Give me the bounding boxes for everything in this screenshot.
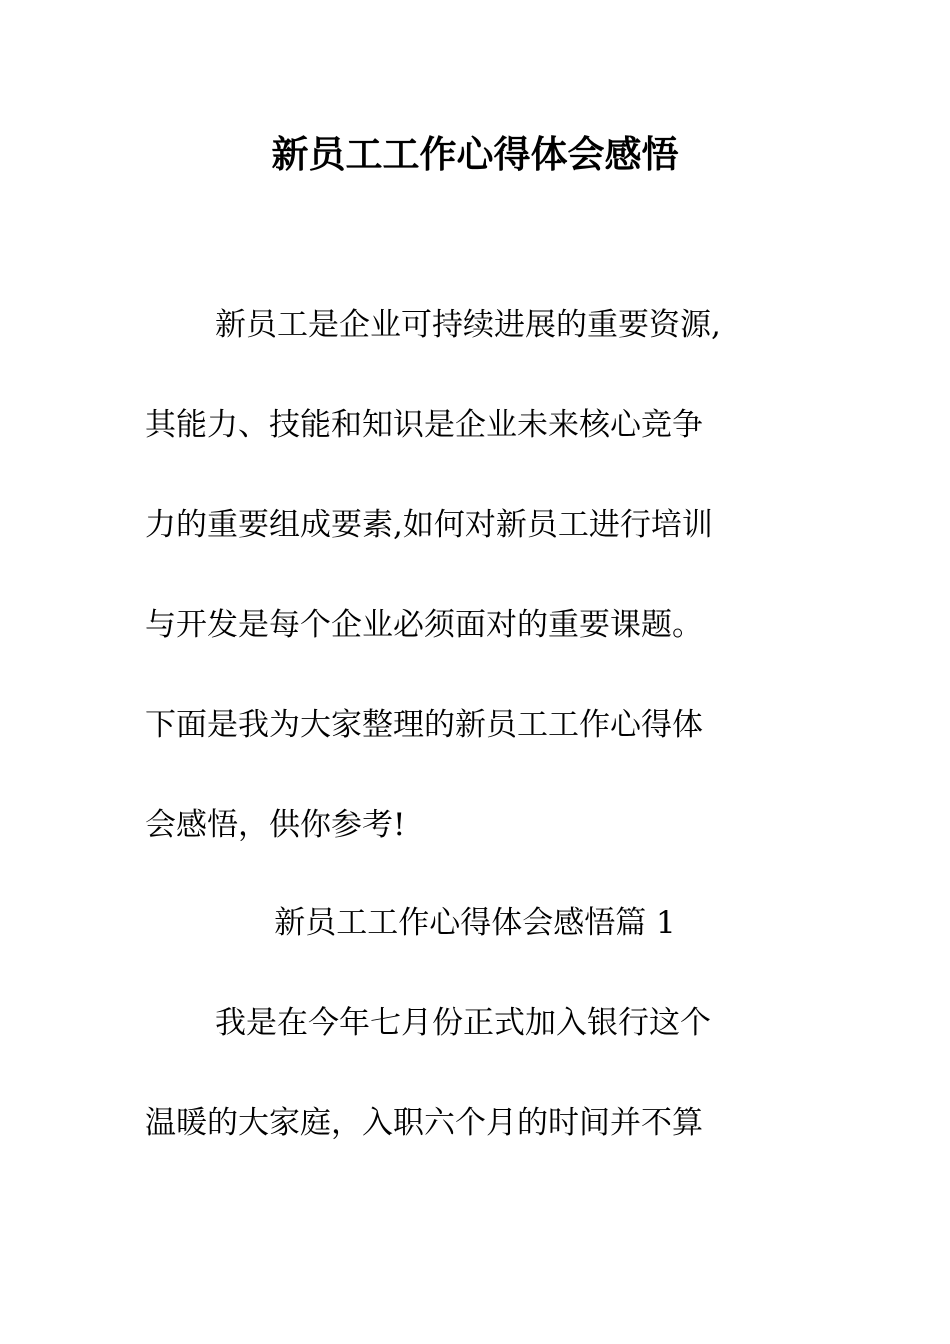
paragraph-line: 温暖的大家庭，入职六个月的时间并不算 (145, 1105, 703, 1141)
section-heading: 新员工工作心得体会感悟篇 1 (274, 905, 676, 941)
paragraph-line: 新员工是企业可持续进展的重要资源, (215, 307, 721, 343)
paragraph-line: 我是在今年七月份正式加入银行这个 (215, 1005, 711, 1041)
paragraph-line: 力的重要组成要素,如何对新员工进行培训 (145, 507, 713, 543)
paragraph-line: 会感悟，供你参考! (145, 807, 406, 843)
paragraph-line: 其能力、技能和知识是企业未来核心竞争 (145, 407, 703, 443)
paragraph-line: 下面是我为大家整理的新员工工作心得体 (145, 707, 703, 743)
document-title: 新员工工作心得体会感悟 (271, 132, 679, 176)
paragraph-line: 与开发是每个企业必须面对的重要课题。 (145, 607, 703, 643)
